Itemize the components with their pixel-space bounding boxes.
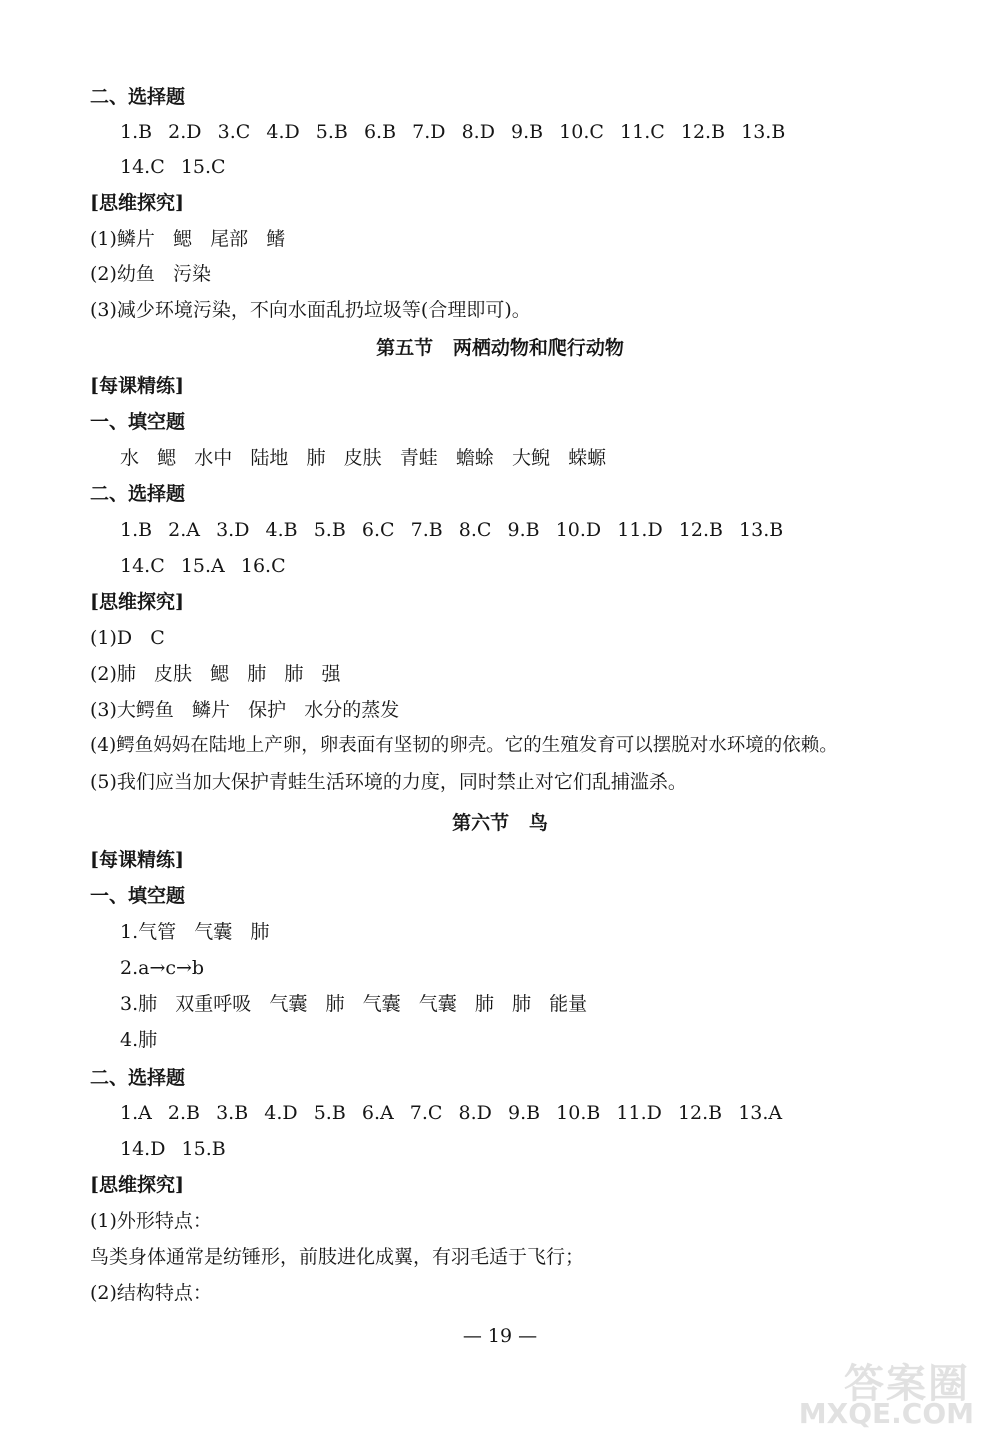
thinking-answer: (2)肺 皮肤 鳃 肺 肺 强 [90,663,341,685]
choice-heading: 二、选择题 [90,1067,186,1089]
choice-answers-row: 1.B 2.A 3.D 4.B 5.B 6.C 7.B 8.C 9.B 10.D 11.D 12.B 13.B [120,519,784,541]
practice-heading: [每课精练] [90,375,184,397]
fill-answer: 1.气管 气囊 肺 [120,921,270,943]
section-title: 第五节 两栖动物和爬行动物 [376,337,624,359]
thinking-answer: (3)减少环境污染，不向水面乱扔垃圾等(合理即可)。 [90,299,531,321]
thinking-answer: (3)大鳄鱼 鳞片 保护 水分的蒸发 [90,699,400,721]
thinking-answer: (1)外形特点： [90,1210,212,1232]
choice-answers-row: 14.C 15.A 16.C [120,555,286,577]
thinking-answer-text: 鸟类身体通常是纺锤形，前肢进化成翼，有羽毛适于飞行； [90,1246,585,1268]
fill-heading: 一、填空题 [90,885,186,907]
choice-answers-row: 14.D 15.B [120,1138,226,1160]
thinking-heading: [思维探究] [90,1174,184,1196]
page-number: — 19 — [462,1325,538,1347]
fill-answer: 4.肺 [120,1029,158,1051]
choice-answers-row: 1.A 2.B 3.B 4.D 5.B 6.A 7.C 8.D 9.B 10.B 11.D 12.B 13.A [120,1102,783,1124]
choice-answers-row: 1.B 2.D 3.C 4.D 5.B 6.B 7.D 8.D 9.B 10.C 11.C 12.B 13.B [120,121,786,143]
choice-heading: 二、选择题 [90,86,186,108]
choice-answers-row: 14.C 15.C [120,156,226,178]
section-title: 第六节 鸟 [452,812,548,834]
thinking-heading: [思维探究] [90,192,184,214]
practice-heading: [每课精练] [90,849,184,871]
fill-answer: 3.肺 双重呼吸 气囊 肺 气囊 气囊 肺 肺 能量 [120,993,588,1015]
watermark-logo [792,1352,982,1432]
fill-heading: 一、填空题 [90,411,186,433]
thinking-answer: (2)幼鱼 污染 [90,263,212,285]
fill-answers: 水 鳃 水中 陆地 肺 皮肤 青蛙 蟾蜍 大鲵 蝾螈 [120,447,607,469]
choice-heading: 二、选择题 [90,483,186,505]
thinking-answer: (1)鳞片 鳃 尾部 鳍 [90,228,286,250]
fill-answer: 2.a→c→b [120,957,205,979]
thinking-answer: (2)结构特点： [90,1282,212,1304]
watermark-text: 答案圈 [844,1361,970,1407]
thinking-heading: [思维探究] [90,591,184,613]
thinking-answer: (1)D C [90,627,165,649]
watermark-url: MXQE.COM [798,1397,974,1430]
thinking-answer: (5)我们应当加大保护青蛙生活环境的力度，同时禁止对它们乱捕滥杀。 [90,771,687,793]
thinking-answer: (4)鳄鱼妈妈在陆地上产卵，卵表面有坚韧的卵壳。它的生殖发育可以摆脱对水环境的依赖。 [90,735,838,756]
